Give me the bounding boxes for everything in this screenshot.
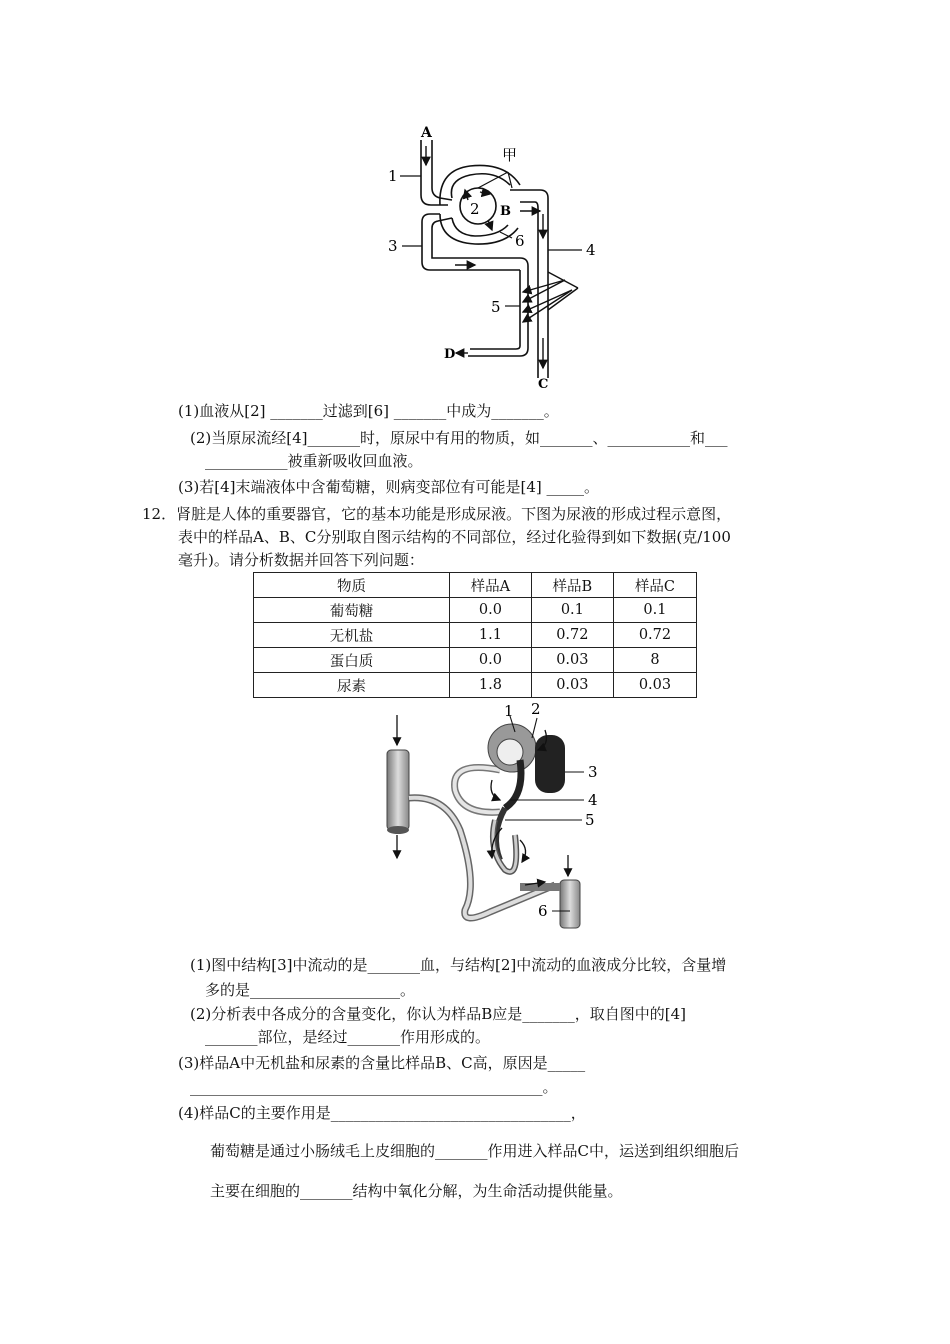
label-A: A: [421, 125, 432, 141]
q11-line-1: (1)血液从[2] _______过滤到[6] _______中成为_______。: [178, 402, 559, 420]
sample-table: [253, 572, 697, 698]
table-cell: 0.03: [613, 673, 696, 698]
label-6: 6: [538, 902, 548, 920]
q12-4-line-c: 主要在细胞的_______结构中氧化分解，为生命活动提供能量。: [210, 1182, 623, 1200]
label-4: 4: [586, 241, 596, 259]
table-row: [254, 648, 697, 673]
label-3: 3: [388, 237, 398, 255]
label-B: B: [500, 204, 511, 219]
table-cell: 0.03: [531, 673, 613, 698]
q12-1-line-b: 多的是____________________。: [205, 981, 416, 999]
label-2: 2: [470, 200, 480, 218]
label-jia: 甲: [502, 146, 518, 164]
table-header: 样品C: [613, 573, 696, 598]
table-cell: 蛋白质: [254, 648, 450, 673]
table-cell: 0.1: [613, 598, 696, 623]
table-cell: 0.0: [450, 648, 532, 673]
q12-2-line-a: (2)分析表中各成分的含量变化，你认为样品B应是_______，取自图中的[4]: [190, 1005, 687, 1023]
label-C: C: [538, 377, 549, 392]
table-cell: 0.0: [450, 598, 532, 623]
label-1: 1: [388, 167, 398, 185]
label-5: 5: [491, 298, 501, 316]
table-row: [254, 623, 697, 648]
label-3: 3: [588, 763, 598, 781]
table-header: 样品A: [450, 573, 532, 598]
label-4: 4: [588, 791, 598, 809]
table-row: [254, 673, 697, 698]
q11-line-3: ___________被重新吸收回血液。: [205, 452, 423, 470]
label-6: 6: [515, 232, 525, 250]
table-cell: 0.72: [531, 623, 613, 648]
table-header-row: [254, 573, 697, 598]
table-cell: 1.8: [450, 673, 532, 698]
table-cell: 无机盐: [254, 623, 450, 648]
table-row: [254, 598, 697, 623]
table-header: 物质: [254, 573, 450, 598]
table-header: 样品B: [531, 573, 613, 598]
q11-line-2: (2)当原尿流经[4]_______时，原尿中有用的物质，如_______、___________和___: [190, 429, 728, 447]
q12-intro-1: 12．肾脏是人体的重要器官，它的基本功能是形成尿液。下图为尿液的形成过程示意图，: [142, 505, 732, 523]
label-D: D: [444, 347, 456, 362]
q12-1-line-a: (1)图中结构[3]中流动的是_______血，与结构[2]中流动的血液成分比较，含量增: [190, 956, 727, 974]
label-5: 5: [585, 811, 595, 829]
q12-2-line-b: _______部位，是经过_______作用形成的。: [205, 1028, 491, 1046]
table-cell: 0.72: [613, 623, 696, 648]
label-2: 2: [531, 700, 541, 718]
q12-3-line-a: (3)样品A中无机盐和尿素的含量比样品B、C高，原因是_____: [178, 1054, 586, 1072]
nephron-diagram: [380, 118, 610, 393]
q11-line-4: (3)若[4]末端液体中含葡萄糖，则病变部位有可能是[4] _____。: [178, 478, 600, 496]
q12-4-line-b: 葡萄糖是通过小肠绒毛上皮细胞的_______作用进入样品C中，运送到组织细胞后: [210, 1142, 739, 1160]
q12-4-line-a: (4)样品C的主要作用是________________________________，: [178, 1104, 586, 1122]
label-1: 1: [504, 702, 514, 720]
table-cell: 0.03: [531, 648, 613, 673]
table-cell: 8: [613, 648, 696, 673]
table-cell: 0.1: [531, 598, 613, 623]
table-cell: 尿素: [254, 673, 450, 698]
q12-intro-3: 毫升)。请分析数据并回答下列问题：: [178, 551, 424, 569]
table-cell: 1.1: [450, 623, 532, 648]
q12-intro-2: 表中的样品A、B、C分别取自图示结构的不同部位，经过化验得到如下数据(克/100: [178, 528, 731, 546]
table-cell: 葡萄糖: [254, 598, 450, 623]
q12-3-line-b: _______________________________________________。: [190, 1078, 558, 1096]
kidney-unit-diagram: [370, 700, 610, 935]
